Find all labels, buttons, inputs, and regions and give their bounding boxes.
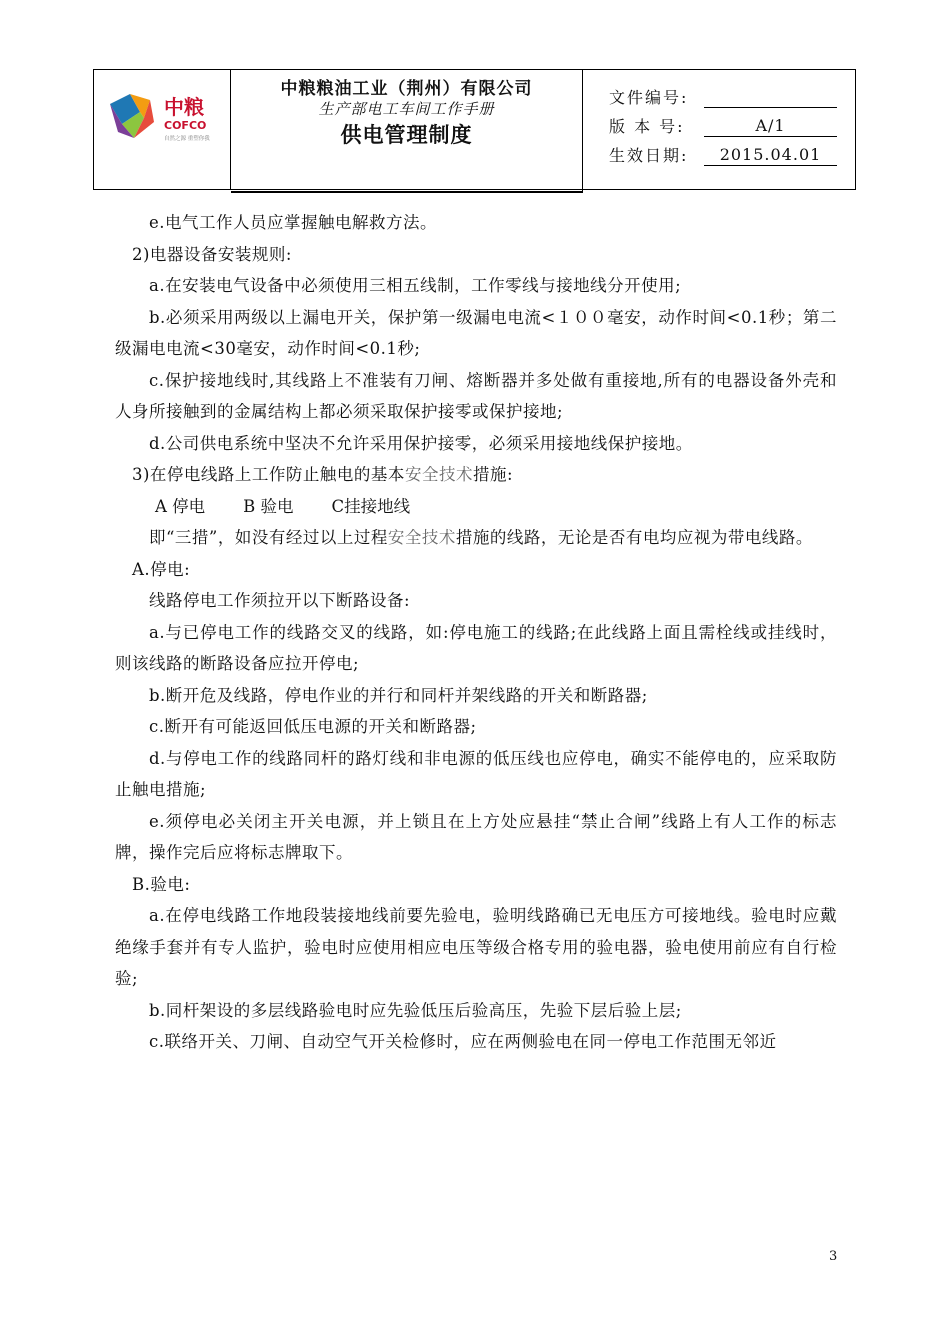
meta-label: 版 本 号: — [609, 117, 685, 136]
paragraph: b.断开危及线路，停电作业的并行和同杆并架线路的开关和断路器; — [149, 685, 648, 705]
meta-row-effective-date — [609, 137, 855, 166]
meta-value: A/1 — [704, 116, 837, 137]
meta-value: 2015.04.01 — [704, 145, 837, 166]
option-item: C挂接地线 — [331, 496, 411, 516]
text-run-highlight: 安全技术 — [387, 528, 456, 547]
text-run: 措施: — [472, 465, 513, 484]
meta-row-version — [609, 108, 855, 137]
paragraph: c.断开有可能返回低压电源的开关和断路器; — [149, 717, 477, 736]
paragraph: b.同杆架设的多层线路验电时应先验低压后验高压，先验下层后验上层; — [149, 1000, 682, 1020]
paragraph — [115, 522, 837, 554]
meta-label: 生效日期: — [609, 146, 689, 165]
svg-text:自然之源 重塑你我: 自然之源 重塑你我 — [164, 136, 210, 142]
document-body — [115, 207, 837, 1058]
cofco-logo — [104, 82, 224, 152]
paragraph: a.与已停电工作的线路交叉的线路，如:停电施工的线路;在此线路上面且需栓线或挂线时，则该线路的断路设备应拉开停电; — [115, 622, 837, 673]
paragraph: e.电气工作人员应掌握触电解救方法。 — [149, 213, 438, 232]
text-run: 措施的线路，无论是否有电均应视为带电线路。 — [455, 528, 813, 547]
cube-icon — [110, 94, 154, 138]
paragraph: 线路停电工作须拉开以下断路设备: — [149, 591, 411, 610]
company-name: 中粮粮油工业（荆州）有限公司 — [280, 79, 533, 99]
section-heading — [115, 459, 837, 491]
option-item: B 验电 — [243, 496, 294, 516]
paragraph: d.公司供电系统中坚决不允许采用保护接零，必须采用接地线保护接地。 — [149, 433, 693, 453]
paragraph: b.必须采用两级以上漏电开关，保护第一级漏电电流<１００毫安，动作时间<0.1秒；第二级漏电电流<30毫安，动作时间<0.1秒; — [115, 307, 837, 358]
svg-text:中粮: 中粮 — [164, 95, 204, 119]
measure-options — [115, 491, 837, 523]
text-run: 即“三措”，如没有经过以上过程 — [149, 528, 388, 547]
meta-row-file-number — [609, 79, 855, 108]
paragraph: c.保护接地线时,其线路上不准装有刀闸、熔断器并多处做有重接地,所有的电器设备外壳和人身所接触到的金属结构上都必须采取保护接零或保护接地; — [115, 370, 837, 421]
logo-cell — [94, 70, 231, 189]
meta-cell — [583, 70, 855, 189]
manual-name: 生产部电工车间工作手册 — [318, 100, 495, 118]
svg-text:COFCO: COFCO — [164, 119, 207, 132]
option-item: A 停电 — [155, 496, 206, 516]
section-heading: B.验电: — [132, 874, 191, 894]
title-cell — [231, 70, 583, 193]
section-heading: A.停电: — [132, 559, 191, 579]
paragraph: a.在安装电气设备中必须使用三相五线制，工作零线与接地线分开使用; — [149, 276, 682, 295]
page-number: 3 — [829, 1249, 838, 1264]
paragraph: e.须停电必关闭主开关电源，并上锁且在上方处应悬挂“禁止合闸”线路上有人工作的标志牌，操作完后应将标志牌取下。 — [115, 811, 837, 862]
text-run: 3)在停电线路上工作防止触电的基本 — [132, 465, 405, 484]
paragraph: c.联络开关、刀闸、自动空气开关检修时，应在两侧验电在同一停电工作范围无邻近 — [149, 1032, 777, 1051]
document-title: 供电管理制度 — [340, 122, 473, 147]
text-run-highlight: 安全技术 — [404, 465, 473, 484]
section-heading: 2)电器设备安装规则: — [132, 244, 292, 264]
paragraph: a.在停电线路工作地段装接地线前要先验电，验明线路确已无电压方可接地线。验电时应戴绝缘手套并有专人监护，验电时应使用相应电压等级合格专用的验电器，验电使用前应有自行检验; — [115, 906, 837, 988]
document-header — [93, 69, 856, 190]
meta-value — [704, 87, 837, 108]
paragraph: d.与停电工作的线路同杆的路灯线和非电源的低压线也应停电，确实不能停电的，应采取防止触电措施; — [115, 748, 837, 799]
meta-label: 文件编号: — [609, 88, 689, 107]
